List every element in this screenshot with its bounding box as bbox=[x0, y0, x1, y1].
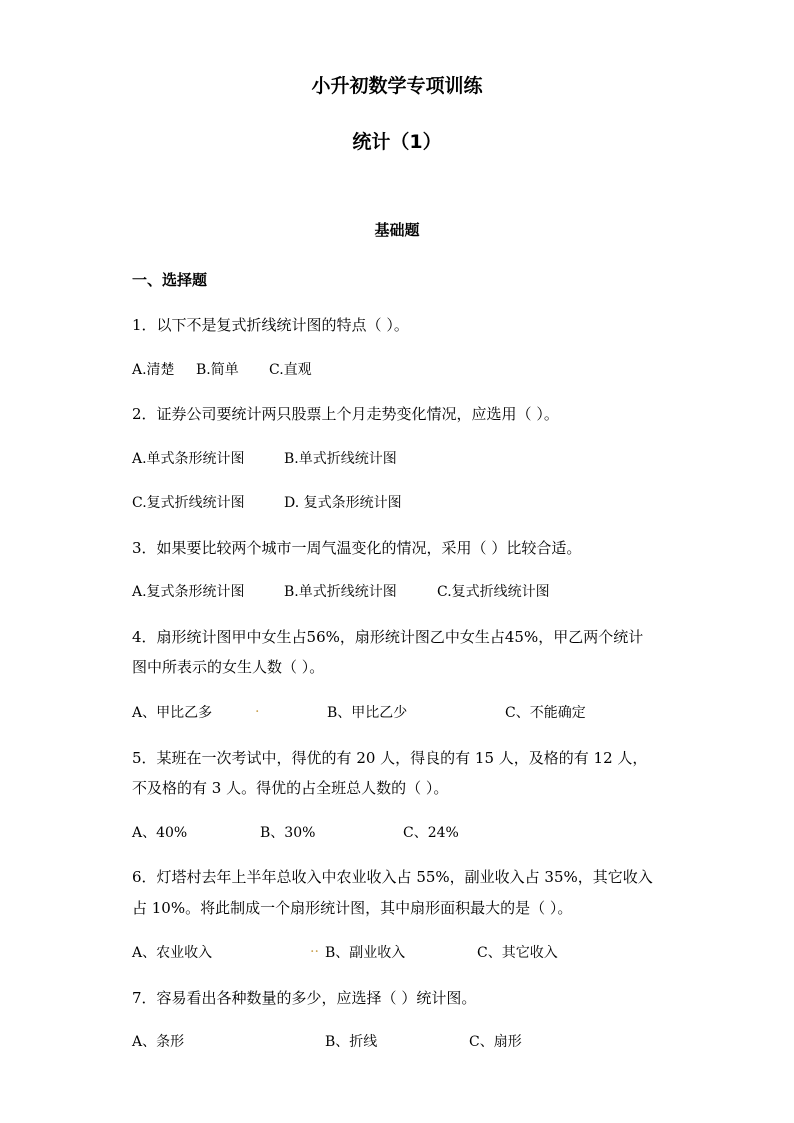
question-3-option-c: C.复式折线统计图 bbox=[437, 584, 550, 600]
question-5-stem-line-2: 不及格的有 3 人。得优的占全班总人数的（ ）。 bbox=[132, 779, 449, 797]
question-7-option-b: B、折线 bbox=[325, 1034, 378, 1050]
question-1-stem: 1．以下不是复式折线统计图的特点（ ）。 bbox=[132, 316, 409, 334]
question-6-option-a: A、农业收入 bbox=[132, 945, 213, 961]
question-4-option-a: A、甲比乙多 bbox=[132, 705, 213, 721]
question-2-stem: 2．证券公司要统计两只股票上个月走势变化情况，应选用（ ）。 bbox=[132, 405, 559, 423]
question-1-option-b: B.简单 bbox=[196, 362, 239, 378]
question-5-stem-line-1: 5．某班在一次考试中，得优的有 20 人，得良的有 15 人，及格的有 12 人， bbox=[132, 749, 648, 767]
page-title: 小升初数学专项训练 bbox=[311, 75, 483, 97]
question-4-option-b: B、甲比乙少 bbox=[327, 705, 408, 721]
section-heading: 基础题 bbox=[374, 221, 420, 239]
stray-mark-1: . bbox=[255, 700, 260, 716]
question-5-option-b: B、30% bbox=[260, 825, 316, 841]
question-7-option-a: A、条形 bbox=[132, 1034, 185, 1050]
question-4-stem-line-2: 图中所表示的女生人数（ ）。 bbox=[132, 658, 325, 676]
question-3-stem: 3．如果要比较两个城市一周气温变化的情况，采用（ ）比较合适。 bbox=[132, 539, 582, 557]
question-5-option-a: A、40% bbox=[132, 825, 188, 841]
question-3-option-b: B.单式折线统计图 bbox=[284, 584, 397, 600]
question-6-option-b: B、副业收入 bbox=[325, 945, 406, 961]
question-6-stem-line-1: 6．灯塔村去年上半年总收入中农业收入占 55%，副业收入占 35%，其它收入 bbox=[132, 868, 653, 886]
question-5-option-c: C、24% bbox=[403, 825, 459, 841]
question-6-stem-line-2: 占 10%。将此制成一个扇形统计图，其中扇形面积最大的是（ ）。 bbox=[132, 899, 573, 917]
question-7-option-c: C、扇形 bbox=[469, 1034, 522, 1050]
question-1-option-c: C.直观 bbox=[269, 362, 312, 378]
part-heading: 一、选择题 bbox=[132, 271, 208, 289]
question-1-option-a: A.清楚 bbox=[132, 362, 175, 378]
stray-mark-2: .. bbox=[310, 940, 319, 956]
question-7-stem: 7．容易看出各种数量的多少，应选择（ ）统计图。 bbox=[132, 989, 477, 1007]
question-4-option-c: C、不能确定 bbox=[505, 705, 586, 721]
question-2-option-b: B.单式折线统计图 bbox=[284, 451, 397, 467]
question-2-option-c: C.复式折线统计图 bbox=[132, 495, 245, 511]
question-6-option-c: C、其它收入 bbox=[477, 945, 558, 961]
question-3-option-a: A.复式条形统计图 bbox=[132, 584, 245, 600]
question-2-option-a: A.单式条形统计图 bbox=[132, 451, 245, 467]
question-4-stem-line-1: 4．扇形统计图甲中女生占56%，扇形统计图乙中女生占45%，甲乙两个统计 bbox=[132, 628, 644, 646]
question-2-option-d: D. 复式条形统计图 bbox=[284, 495, 402, 511]
page-subtitle: 统计（1） bbox=[352, 131, 442, 153]
